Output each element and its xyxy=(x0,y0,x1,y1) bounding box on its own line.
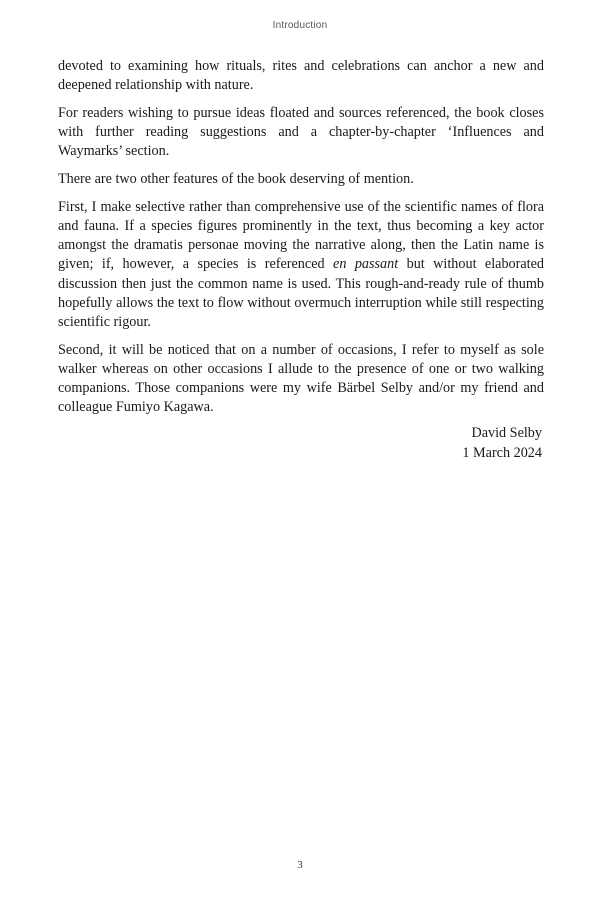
paragraph-5: Second, it will be noticed that on a number of occasions, I refer to myself as sole walker whereas on other occasions I allude to the presence of one or two walking companions. Those companions were my wife Bärbel Selby and/or my friend and colleague Fumiyo Kagawa. xyxy=(58,341,544,416)
paragraph-1: devoted to examining how rituals, rites and celebrations can anchor a new and deepened relationship with nature. xyxy=(58,58,544,94)
body-text xyxy=(58,57,544,426)
paragraph-4 xyxy=(58,198,544,332)
paragraph-4-text-a: First, I make selective rather than comprehensive use of the scientific names of flora and fauna. If a species figures prominently in the text, thus becoming a key actor amongst the dramatis personae moving the narrative along, then the Latin name is given; if, however, a species is referenced xyxy=(58,198,544,273)
italic-en-passant: en passant xyxy=(333,256,399,273)
signature-block xyxy=(342,423,542,463)
signature-date: 1 March 2024 xyxy=(462,445,542,461)
author-name: David Selby xyxy=(471,425,542,441)
paragraph-4-text-b: but without elaborated discussion then just the common name is used. This rough-and-ready rule of thumb hopefully allows the text to flow without overmuch interruption while still respecting scientific rigour. xyxy=(58,256,545,330)
paragraph-2: For readers wishing to pursue ideas floated and sources referenced, the book closes with further reading suggestions and a chapter-by-chapter ‘Influences and Waymarks’ section. xyxy=(58,104,544,160)
running-head: Introduction xyxy=(272,20,328,31)
page-number: 3 xyxy=(297,859,303,871)
paragraph-3: There are two other features of the book deserving of mention. xyxy=(58,171,414,188)
